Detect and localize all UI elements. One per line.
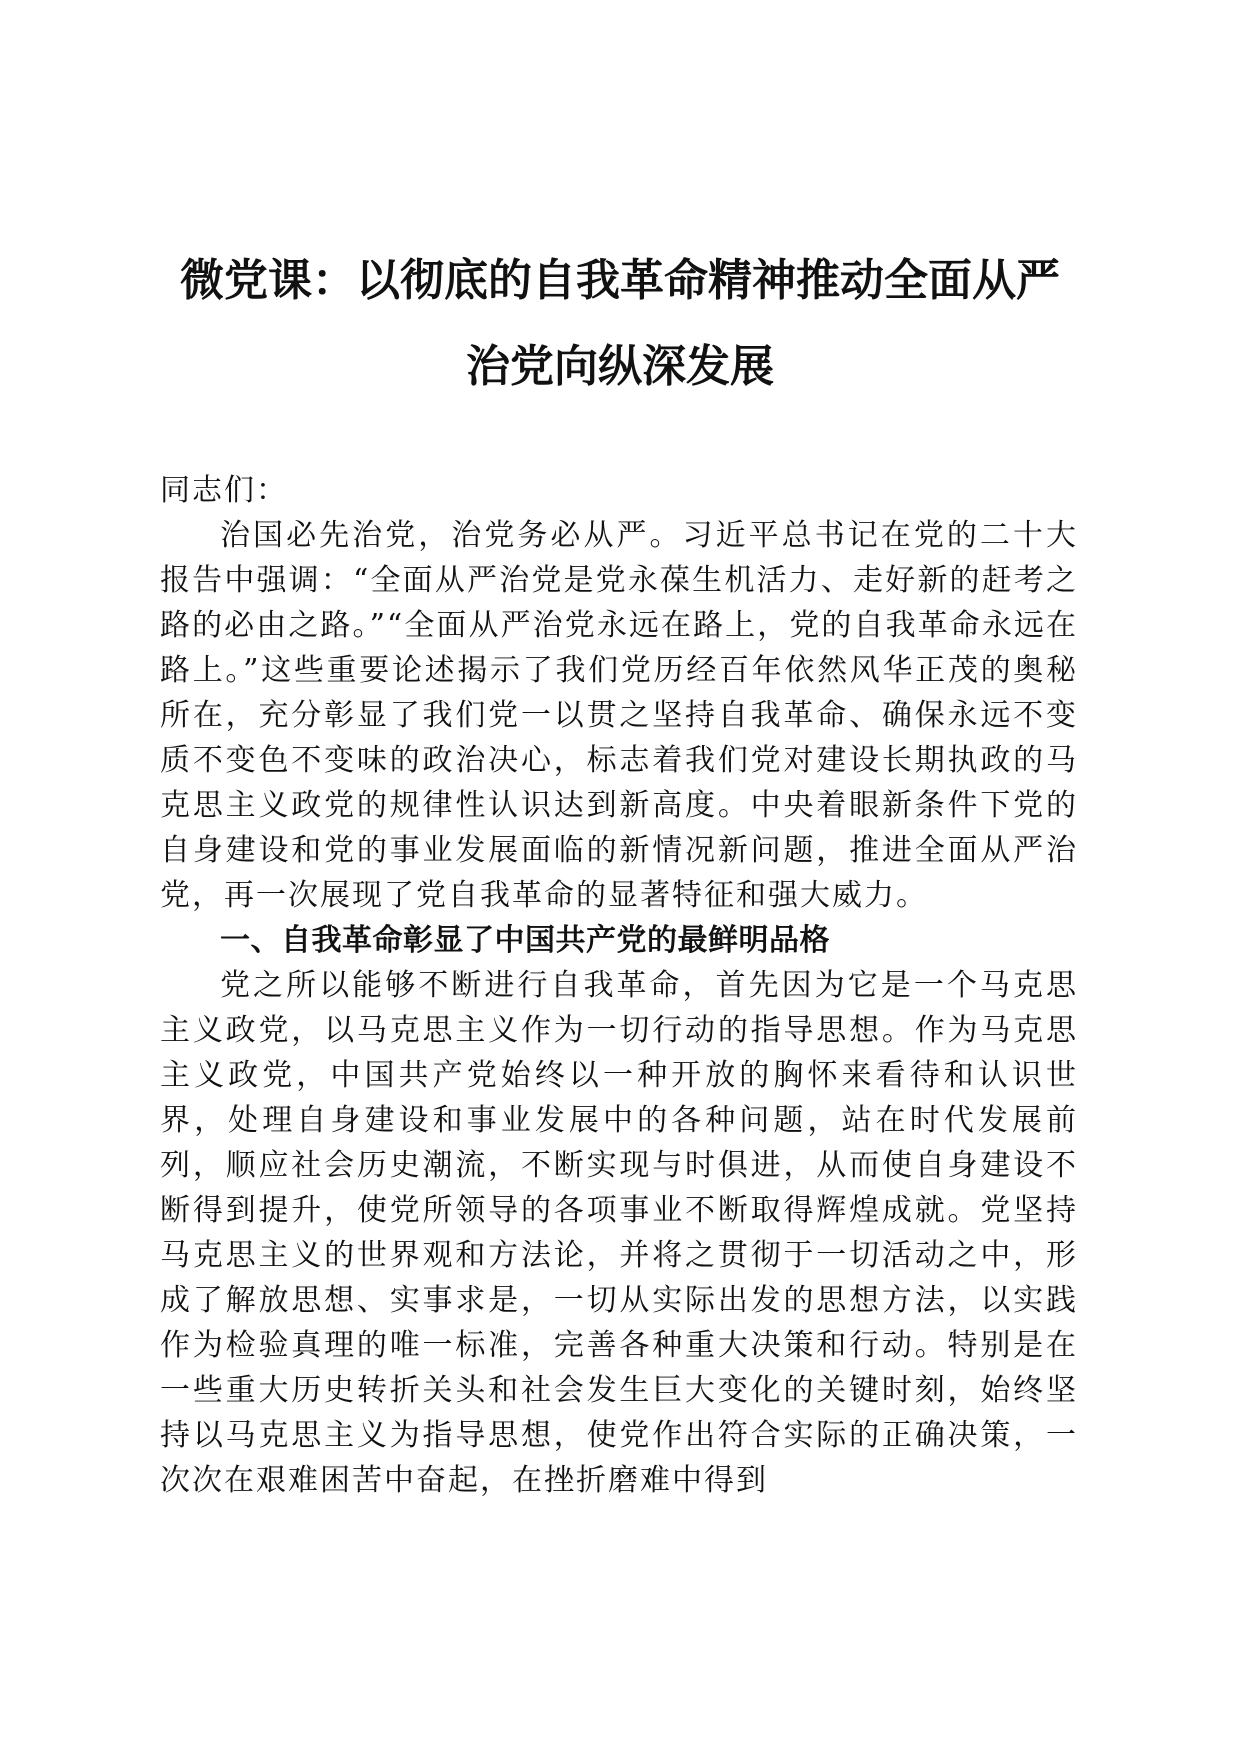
paragraph-section-1: 党之所以能够不断进行自我革命，首先因为它是一个马克思主义政党，以马克思主义作为一切行动的指导思想。作为马克思主义政党，中国共产党始终以一种开放的胸怀来看待和认识世界，处理自身建设和事业发展中的各种问题，站在时代发展前列，顺应社会历史潮流，不断实现与时俱进，从而使自身建设不断得到提升，使党所领导的各项事业不断取得辉煌成就。党坚持马克思主义的世界观和方法论，并将之贯彻于一切活动之中，形成了解放思想、实事求是，一切从实际出发的思想方法，以实践作为检验真理的唯一标准，完善各种重大决策和行动。特别是在一些重大历史转折关头和社会发生巨大变化的关键时刻，始终坚持以马克思主义为指导思想，使党作出符合实际的正确决策，一次次在艰难困苦中奋起，在挫折磨难中得到 xyxy=(160,968,1078,1498)
document-body xyxy=(160,468,1078,1503)
document-title xyxy=(155,238,1085,410)
title-line-2: 治党向纵深发展 xyxy=(466,341,774,392)
salutation: 同志们： xyxy=(160,473,288,508)
paragraph-intro: 治国必先治党，治党务必从严。习近平总书记在党的二十大报告中强调：“全面从严治党是党永葆生机活力、走好新的赶考之路的必由之路。”“全面从严治党永远在路上，党的自我革命永远在路上。”这些重要论述揭示了我们党历经百年依然风华正茂的奥秘所在，充分彰显了我们党一以贯之坚持自我革命、确保永远不变质不变色不变味的政治决心，标志着我们党对建设长期执政的马克思主义政党的规律性认识达到新高度。中央着眼新条件下党的自身建设和党的事业发展面临的新情况新问题，推进全面从严治党，再一次展现了党自我革命的显著特征和强大威力。 xyxy=(160,518,1078,913)
title-line-1: 微党课：以彻底的自我革命精神推动全面从严 xyxy=(180,255,1060,306)
section-heading-1: 一、自我革命彰显了中国共产党的最鲜明品格 xyxy=(220,923,830,958)
